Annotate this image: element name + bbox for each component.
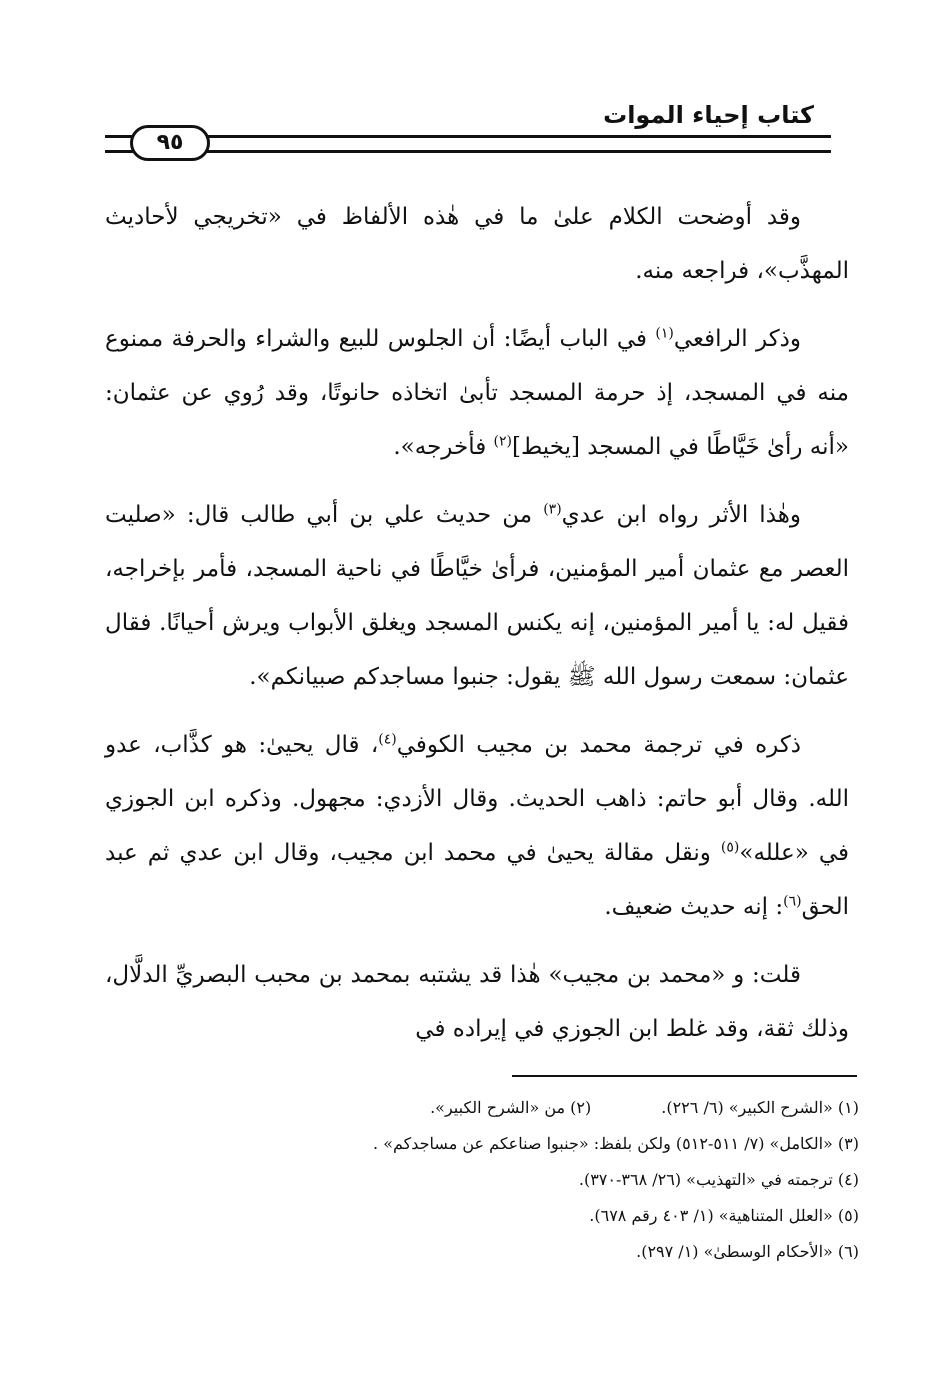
paragraph-1: وقد أوضحت الكلام علىٰ ما في هٰذه الألفاظ في «تخريجي لأحاديث المهذَّب»، فراجعه منه. xyxy=(105,204,849,284)
paragraph-3-part-b: من حديث علي بن أبي طالب قال: «صليت العصر مع عثمان أمير المؤمنين، فرأىٰ خيَّاطًا في ناحية المسجد، فأمر بإخراجه، فقيل له: يا أمير المؤمنين، إنه يكنس المسجد ويغلق الأبواب ويرش أحيانًا. فقال عثمان: سمعت رسول الله ﷺ يقول: جنبوا مساجدكم صبيانكم». xyxy=(105,502,849,690)
paragraph-2-part-a: وذكر الرافعي xyxy=(673,326,802,352)
footnote-ref-2: (٢) xyxy=(493,433,512,450)
footnote-ref-3: (٣) xyxy=(543,501,562,518)
footnotes xyxy=(130,1090,859,1270)
paragraph-4-part-a: ذكره في ترجمة محمد بن مجيب الكوفي xyxy=(396,732,802,758)
paragraph-2 xyxy=(105,312,849,474)
footnote-4: (٤) ترجمته في «التهذيب» (٢٦/ ٣٦٨-٣٧٠). xyxy=(578,1170,859,1189)
paragraph-4-part-d: : إنه حديث ضعيف. xyxy=(604,894,784,920)
paragraph-2-part-c: فأخرجه». xyxy=(393,434,494,460)
page-number: ٩٥ xyxy=(130,125,210,161)
footnote-5: (٥) «العلل المتناهية» (١/ ٤٠٣ رقم ٦٧٨). xyxy=(589,1206,859,1225)
footnote-ref-5: (٥) xyxy=(720,839,740,856)
footnote-3: (٣) «الكامل» (٧/ ٥١١-٥١٢) ولكن بلفظ: «جنبوا صناعكم عن مساجدكم» . xyxy=(373,1134,859,1153)
header-rule-bottom xyxy=(105,150,831,153)
main-text xyxy=(105,190,849,1070)
paragraph-4-part-c: ونقل مقالة يحيىٰ في محمد ابن مجيب، وقال ابن عدي ثم عبد الحق xyxy=(105,840,849,920)
running-title: كتاب إحياء الموات xyxy=(603,101,814,129)
paragraph-4 xyxy=(105,718,849,934)
footnote-1: (١) «الشرح الكبير» (٦/ ٢٢٦). xyxy=(661,1098,859,1117)
paragraph-3 xyxy=(105,488,849,704)
paragraph-4-part-b: ، قال يحيىٰ: هو كذَّاب، عدو الله. وقال أبو حاتم: ذاهب الحديث. وقال الأزدي: مجهول. وذكره ابن الجوزي في «علله» xyxy=(105,732,850,866)
footnote-2: (٢) من «الشرح الكبير». xyxy=(430,1098,592,1117)
paragraph-2-part-b: في الباب أيضًا: أن الجلوس للبيع والشراء والحرفة ممنوع منه في المسجد، إذ حرمة المسجد تأبىٰ اتخاذه حانوتًا، وقد رُوي عن عثمان: «أنه رأىٰ خَيَّاطًا في المسجد [يخيط] xyxy=(105,326,849,460)
footnote-separator xyxy=(512,1075,857,1077)
paragraph-3-part-a: وهٰذا الأثر رواه ابن عدي xyxy=(561,502,801,528)
footnote-ref-4: (٤) xyxy=(378,731,397,748)
footnote-ref-1: (١) xyxy=(655,325,674,342)
footnote-6: (٦) «الأحكام الوسطىٰ» (١/ ٢٩٧). xyxy=(636,1242,859,1261)
header-rule-top xyxy=(105,135,831,138)
footnote-ref-6: (٦) xyxy=(783,893,802,910)
paragraph-5: قلت: و «محمد بن مجيب» هٰذا قد يشتبه بمحمد بن محبب البصريِّ الدلَّال، وذلك ثقة، وقد غلط ابن الجوزي في إيراده في xyxy=(105,962,849,1042)
footnote-row-1 xyxy=(130,1090,859,1126)
